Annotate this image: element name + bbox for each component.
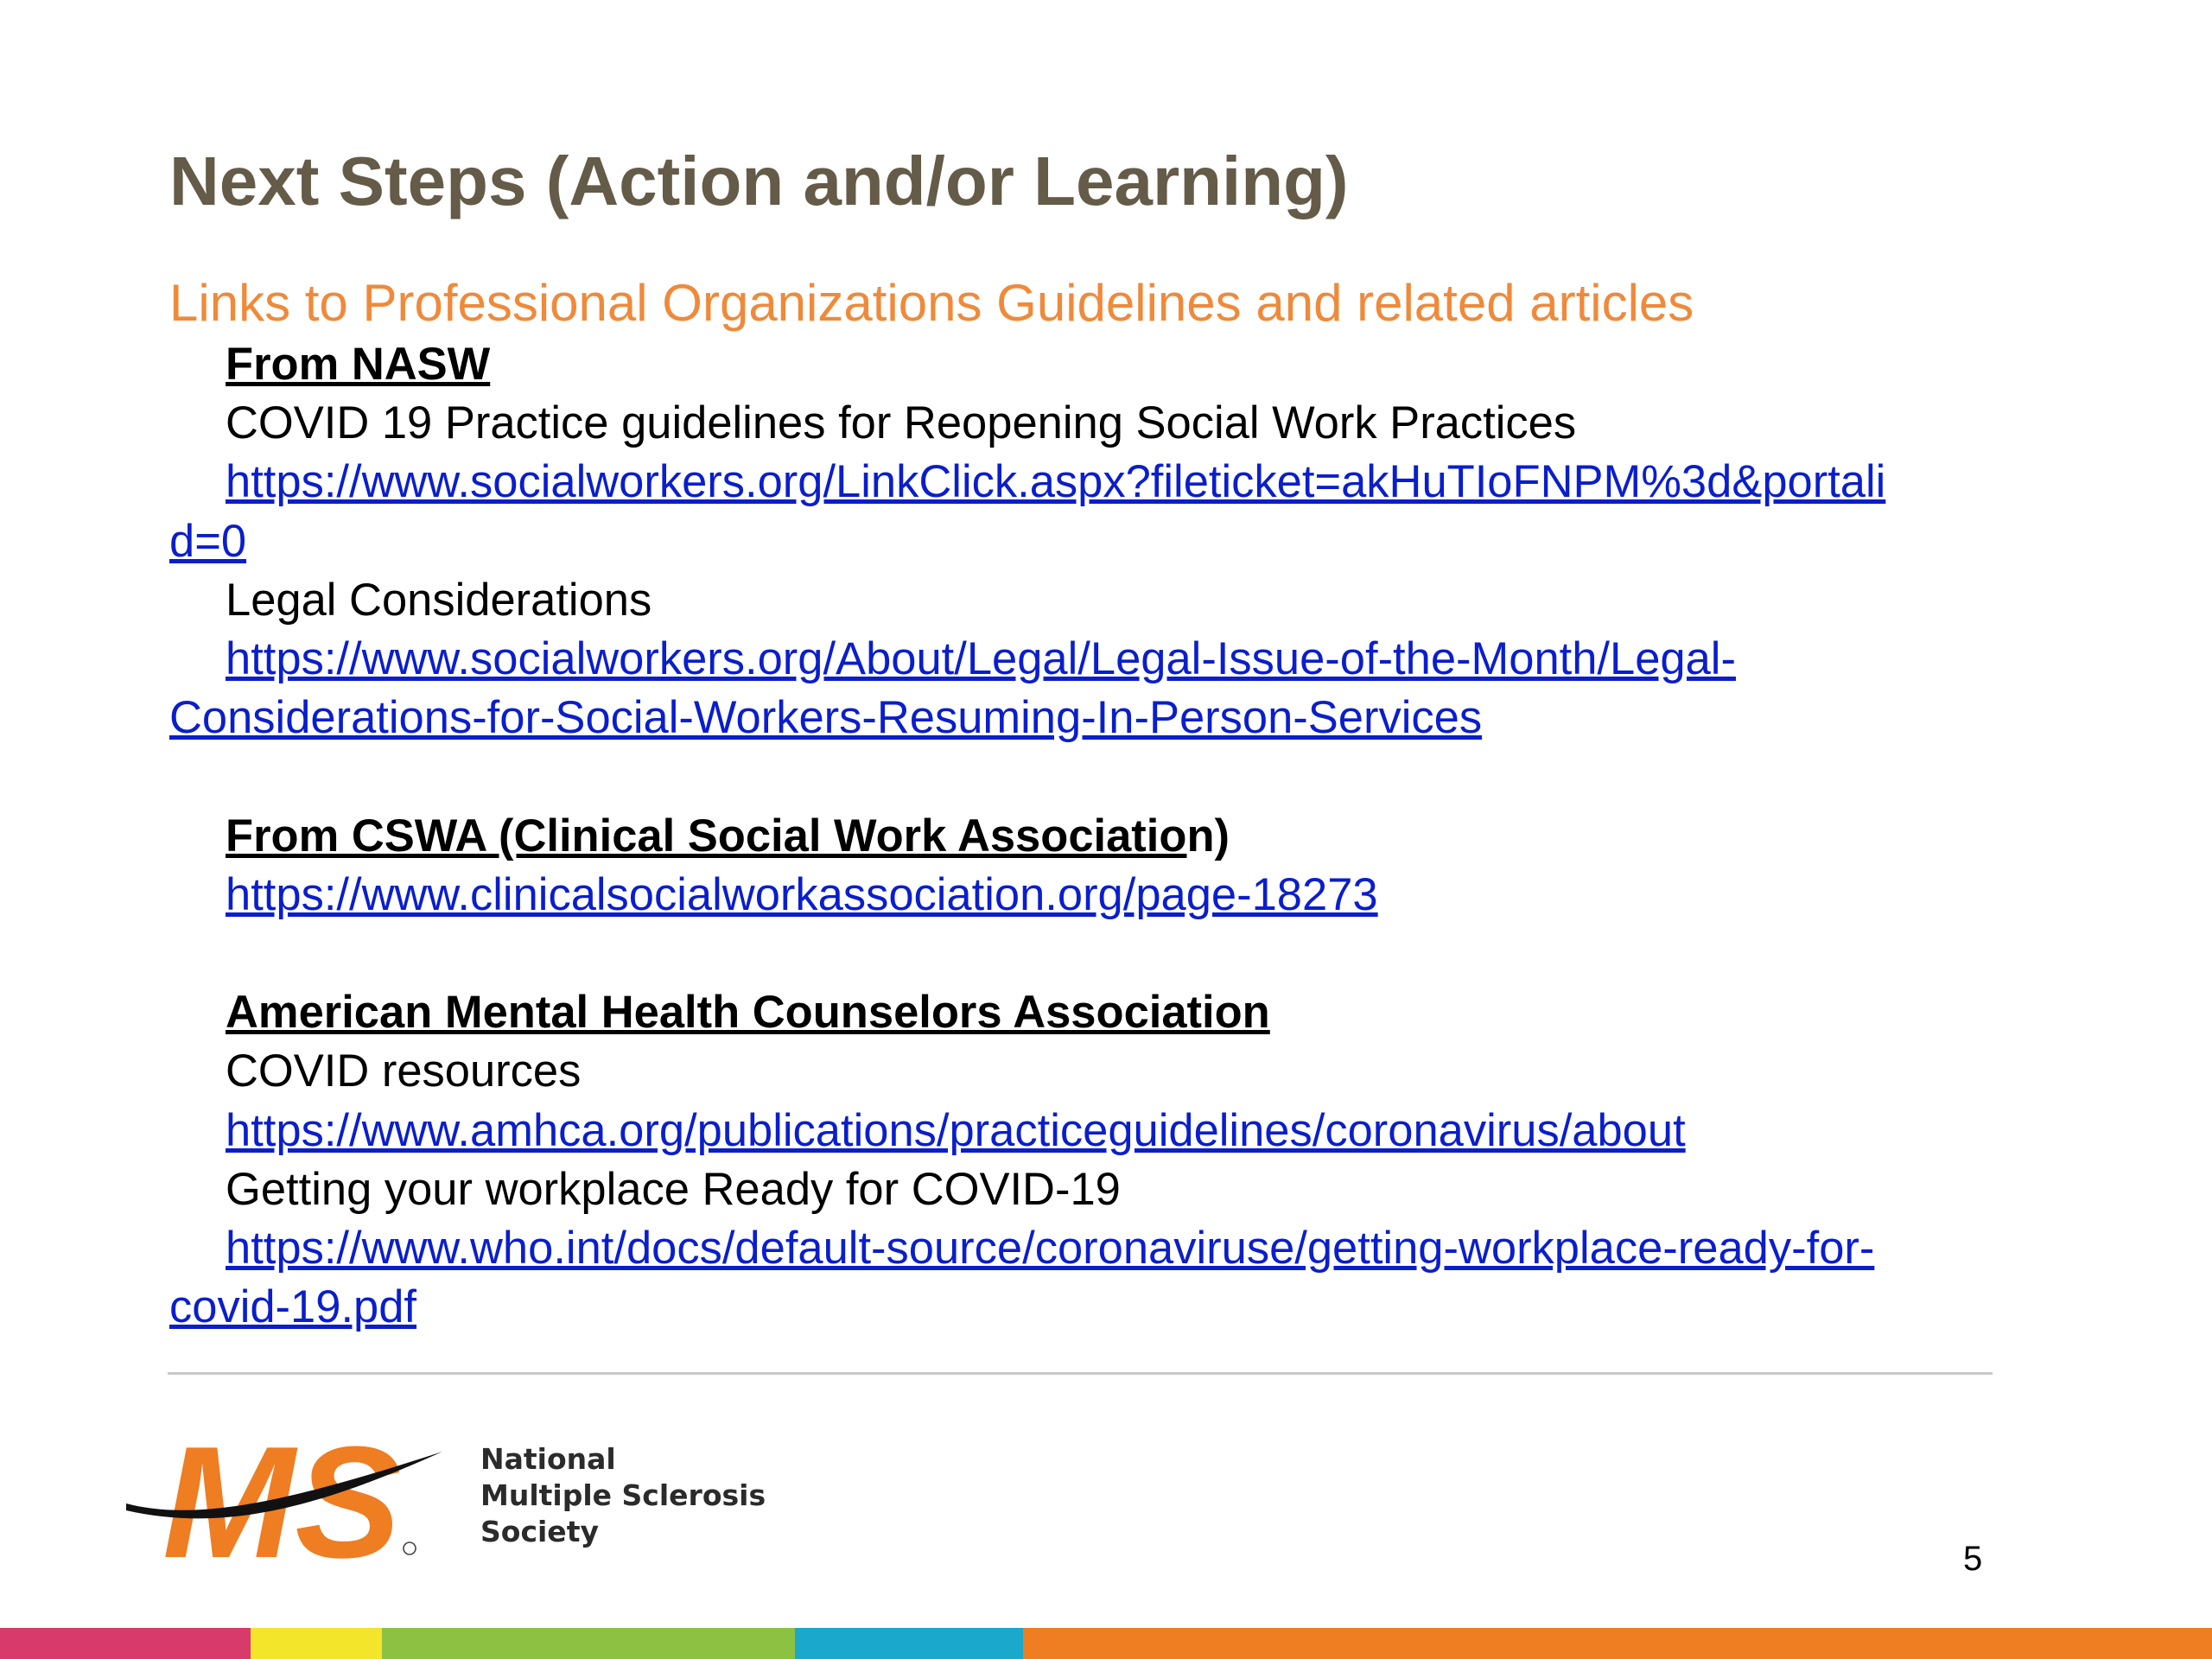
page-number: 5 [1963, 1540, 1983, 1578]
color-bar-segment-4 [795, 1628, 1023, 1659]
logo-line-3: Society [480, 1515, 599, 1548]
ms-logo-letters: MS [162, 1417, 401, 1573]
logo-line-1: National [480, 1442, 616, 1476]
slide-title: Next Steps (Action and/or Learning) [169, 143, 1349, 219]
nasw-item2-link[interactable]: https://www.socialworkers.org/About/Legal/Legal-Issue-of-the-Month/Legal- [226, 633, 1736, 685]
who-link[interactable]: https://www.who.int/docs/default-source/coronaviruse/getting-workplace-ready-for- [226, 1223, 1875, 1274]
amhca-item1-label: COVID resources [226, 1046, 582, 1097]
registered-mark-icon [404, 1542, 416, 1554]
footer-divider [168, 1372, 1993, 1375]
nasw-item2-link-wrap[interactable]: Considerations-for-Social-Workers-Resuming-In-Person-Services [169, 692, 1483, 744]
amhca-item1-link[interactable]: https://www.amhca.org/publications/practiceguidelines/coronavirus/about [226, 1104, 1686, 1156]
logo-line-2: Multiple Sclerosis [480, 1478, 766, 1512]
amhca-item2-label: Getting your workplace Ready for COVID-19 [226, 1163, 1121, 1215]
spacer [169, 747, 2070, 806]
cswa-link[interactable]: https://www.clinicalsocialworkassociation.org/page-18273 [226, 868, 1378, 920]
amhca-heading: American Mental Health Counselors Association [226, 987, 1270, 1039]
footer-color-bar [0, 1628, 2212, 1659]
nasw-item1-link-wrap[interactable]: d=0 [169, 515, 247, 567]
nasw-item1-link[interactable]: https://www.socialworkers.org/LinkClick.aspx?fileticket=akHuTIoFNPM%3d&portali [226, 456, 1886, 508]
cswa-heading: From CSWA (Clinical Social Work Association) [226, 810, 1230, 861]
color-bar-segment-1 [0, 1628, 251, 1659]
color-bar-segment-3 [382, 1628, 795, 1659]
nasw-item1-label: COVID 19 Practice guidelines for Reopening Social Work Practices [226, 397, 1577, 449]
nasw-heading: From NASW [226, 339, 491, 390]
nasw-item2-label: Legal Considerations [226, 574, 652, 626]
color-bar-segment-2 [251, 1628, 382, 1659]
slide-body [169, 335, 2070, 1337]
spacer [169, 925, 2070, 983]
ms-logo-icon [121, 1417, 449, 1573]
who-link-wrap[interactable]: covid-19.pdf [169, 1281, 417, 1333]
slide-subtitle: Links to Professional Organizations Guidelines and related articles [169, 274, 1694, 332]
logo-wordmark [480, 1441, 766, 1550]
color-bar-segment-5 [1023, 1628, 2212, 1659]
